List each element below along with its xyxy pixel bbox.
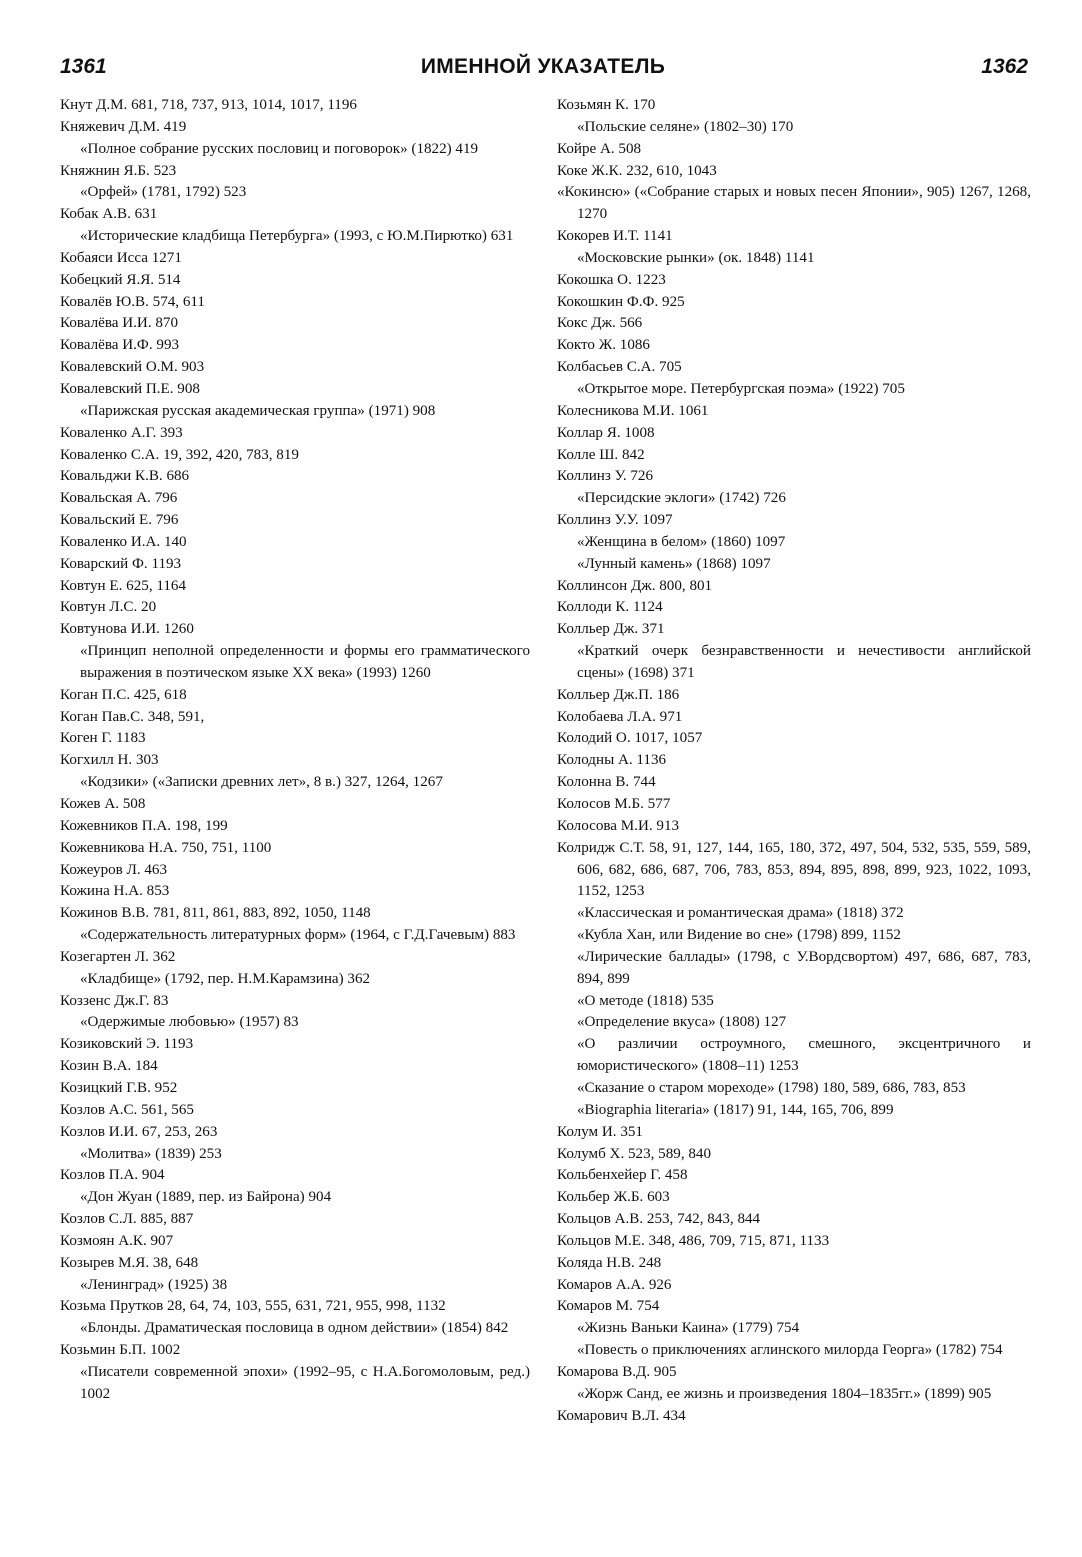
index-entry: Когхилл Н. 303: [60, 752, 159, 769]
index-entry: Кольцов М.Е. 348, 486, 709, 715, 871, 1133: [557, 1232, 830, 1249]
index-subentry: «Краткий очерк безнравственности и нечестивости английской сцены» (1698) 371: [577, 643, 1031, 681]
index-subentry: «Персидские эклоги» (1742) 726: [577, 490, 786, 507]
page-number-left: 1361: [60, 55, 107, 78]
index-entry: Кобаяси Исса 1271: [60, 249, 182, 266]
index-entry: «Кокинсю» («Собрание старых и новых песен Японии», 905) 1267, 1268, 1270: [557, 184, 1031, 223]
index-subentry: «Кубла Хан, или Видение во сне» (1798) 899, 1152: [577, 927, 901, 944]
index-entry: Кобак А.В. 631: [60, 206, 158, 223]
index-entry: Коваленко А.Г. 393: [60, 424, 183, 441]
index-entry: Ковальский Е. 796: [60, 512, 179, 529]
index-subentry: «Классическая и романтическая драма» (1818) 372: [577, 905, 904, 922]
index-entry: Ковалевский О.М. 903: [60, 359, 205, 376]
index-entry: Ковалёв Ю.В. 574, 611: [60, 293, 205, 310]
page-header: [58, 55, 1028, 89]
index-entry: Коллар Я. 1008: [557, 424, 655, 441]
index-entry: Колльер Дж. 371: [557, 621, 665, 638]
index-subentry: «Одержимые любовью» (1957) 83: [80, 1014, 299, 1031]
index-entry: Козлов П.А. 904: [60, 1167, 165, 1184]
index-entry: Козлов С.Л. 885, 887: [60, 1211, 194, 1228]
index-entry: Кобецкий Я.Я. 514: [60, 271, 181, 288]
index-entry: Колесникова М.И. 1061: [557, 402, 709, 419]
index-entry: Колосов М.Б. 577: [557, 796, 671, 812]
index-subentry: «Московские рынки» (ок. 1848) 1141: [577, 249, 815, 266]
running-title: ИМЕННОЙ УКАЗАТЕЛЬ: [420, 55, 666, 78]
index-entry: Колридж С.Т. 58, 91, 127, 144, 165, 180, 372, 497, 504, 532, 535, 559, 589, 606, 682, 686, 687, 706, 783, 853, 894, 895, 898, 899, 923, 1022, 1093, 1152, 1253: [557, 839, 1031, 900]
index-entry: Козегартен Л. 362: [60, 948, 176, 965]
index-entry: Колле Ш. 842: [557, 446, 645, 463]
index-entry: Ковтун Л.С. 20: [60, 599, 157, 616]
index-entry: Ковалёва И.И. 870: [60, 315, 179, 332]
index-subentry: «Biographia literaria» (1817) 91, 144, 165, 706, 899: [577, 1101, 894, 1118]
index-entry: Кокс Дж. 566: [557, 315, 643, 332]
index-subentry: «Определение вкуса» (1808) 127: [577, 1014, 787, 1031]
index-entry: Коваленко С.А. 19, 392, 420, 783, 819: [60, 446, 299, 463]
index-subentry: «Лирические баллады» (1798, с У.Вордсвортом) 497, 686, 687, 783, 894, 899: [577, 948, 1031, 987]
index-entry: Кожинов В.В. 781, 811, 861, 883, 892, 1050, 1148: [60, 905, 371, 922]
index-entry: Кожевников П.А. 198, 199: [60, 817, 228, 834]
index-subentry: «Полное собрание русских пословиц и поговорок» (1822) 419: [80, 140, 479, 157]
index-subentry: «Молитва» (1839) 253: [80, 1145, 222, 1162]
index-subentry: «Исторические кладбища Петербурга» (1993, с Ю.М.Пирютко) 631: [80, 228, 514, 245]
index-subentry: «Польские селяне» (1802–30) 170: [577, 118, 794, 135]
index-entry: Коке Ж.К. 232, 610, 1043: [557, 162, 717, 179]
index-subentry: «О методе (1818) 535: [577, 992, 714, 1009]
index-entry: Кольцов А.В. 253, 742, 843, 844: [557, 1211, 761, 1228]
index-entry: Кожина Н.А. 853: [60, 883, 170, 900]
index-entry: Коген Г. 1183: [60, 730, 146, 747]
index-entry: Комарович В.Л. 434: [557, 1407, 686, 1424]
index-subentry: «Женщина в белом» (1860) 1097: [577, 533, 786, 550]
index-entry: Колодны А. 1136: [557, 752, 667, 769]
index-subentry: «Писатели современной эпохи» (1992–95, с Н.А.Богомоловым, ред.) 1002: [80, 1363, 530, 1402]
index-column-right: [557, 95, 1031, 1427]
page-number-right: 1362: [981, 55, 1028, 78]
index-entry: Коварский Ф. 1193: [60, 555, 182, 572]
index-subentry: «Дон Жуан (1889, пер. из Байрона) 904: [80, 1189, 332, 1206]
index-subentry: «Кладбище» (1792, пер. Н.М.Карамзина) 362: [80, 970, 371, 987]
index-subentry: «Блонды. Драматическая пословица в одном действии» (1854) 842: [80, 1320, 509, 1337]
index-entry: Комаров М. 754: [557, 1298, 660, 1315]
index-subentry: «Жорж Санд, ее жизнь и произведения 1804–1835гг.» (1899) 905: [577, 1385, 992, 1402]
index-entry: Коллинз У. 726: [557, 468, 654, 485]
index-entry: Коган П.С. 425, 618: [60, 686, 187, 703]
index-subentry: «Открытое море. Петербургская поэма» (1922) 705: [577, 380, 905, 397]
index-entry: Козин В.А. 184: [60, 1058, 158, 1075]
index-entry: Колумб Х. 523, 589, 840: [557, 1145, 712, 1162]
index-entry: Коззенс Дж.Г. 83: [60, 992, 169, 1009]
index-entry: Княжевич Д.М. 419: [60, 118, 187, 135]
index-entry: Колонна В. 744: [557, 774, 656, 791]
index-entry: Кокошка О. 1223: [557, 271, 666, 288]
index-subentry: «Лунный камень» (1868) 1097: [577, 555, 771, 572]
index-entry: Коллинсон Дж. 800, 801: [557, 577, 713, 594]
index-entry: Колльер Дж.П. 186: [557, 686, 680, 703]
index-entry: Кожевникова Н.А. 750, 751, 1100: [60, 839, 272, 856]
index-subentry: «Парижская русская академическая группа» (1971) 908: [80, 402, 436, 419]
index-subentry: «Кодзики» («Записки древних лет», 8 в.) 327, 1264, 1267: [80, 774, 443, 791]
index-entry: Кожев А. 508: [60, 796, 146, 812]
index-subentry: «Жизнь Ваньки Каина» (1779) 754: [577, 1320, 800, 1337]
index-entry: Козлов А.С. 561, 565: [60, 1101, 194, 1118]
index-entry: Комарова В.Д. 905: [557, 1363, 677, 1380]
index-entry: Ковальская А. 796: [60, 490, 178, 507]
index-entry: Кольбенхейер Г. 458: [557, 1167, 688, 1184]
index-entry: Кожеуров Л. 463: [60, 861, 168, 878]
index-subentry: «Сказание о старом мореходе» (1798) 180, 589, 686, 783, 853: [577, 1079, 966, 1096]
index-entry: Козмоян А.К. 907: [60, 1232, 174, 1249]
index-entry: Койре А. 508: [557, 140, 642, 157]
index-entry: Комаров А.А. 926: [557, 1276, 672, 1293]
index-entry: Княжнин Я.Б. 523: [60, 162, 177, 179]
index-entry: Колодий О. 1017, 1057: [557, 730, 703, 747]
index-entry: Кольбер Ж.Б. 603: [557, 1189, 670, 1206]
index-entry: Козиковский Э. 1193: [60, 1036, 194, 1053]
index-subentry: «Повесть о приключениях аглинского милорда Георга» (1782) 754: [577, 1342, 1003, 1359]
index-entry: Ковтунова И.И. 1260: [60, 621, 194, 638]
index-entry: Ковалёва И.Ф. 993: [60, 337, 180, 354]
index-entry: Кокто Ж. 1086: [557, 337, 650, 354]
index-entry: Кокорев И.Т. 1141: [557, 228, 673, 245]
index-entry: Ковальджи К.В. 686: [60, 468, 190, 485]
index-entry: Колум И. 351: [557, 1123, 643, 1140]
index-entry: Козлов И.И. 67, 253, 263: [60, 1123, 218, 1140]
index-subentry: «Принцип неполной определенности и формы его грамматического выражения в поэтическом языке XX века» (1993) 1260: [80, 643, 530, 681]
index-entry: Ковалевский П.Е. 908: [60, 380, 200, 397]
index-entry: Козырев М.Я. 38, 648: [60, 1254, 199, 1271]
index-entry: Козьмин Б.П. 1002: [60, 1342, 181, 1359]
index-entry: Коваленко И.А. 140: [60, 533, 187, 550]
index-entry: Коллоди К. 1124: [557, 599, 663, 616]
index-entry: Ковтун Е. 625, 1164: [60, 577, 186, 594]
index-entry: Козьмян К. 170: [557, 97, 656, 113]
index-entry: Коган Пав.С. 348, 591,: [60, 708, 205, 725]
index-entry: Козицкий Г.В. 952: [60, 1079, 178, 1096]
index-entry: Козьма Прутков 28, 64, 74, 103, 555, 631, 721, 955, 998, 1132: [60, 1298, 446, 1315]
index-entry: Кокошкин Ф.Ф. 925: [557, 293, 685, 310]
index-subentry: «Содержательность литературных форм» (1964, с Г.Д.Гачевым) 883: [80, 927, 516, 944]
index-entry: Колбасьев С.А. 705: [557, 359, 682, 376]
index-entry: Кнут Д.М. 681, 718, 737, 913, 1014, 1017, 1196: [60, 97, 357, 113]
index-entry: Коляда Н.В. 248: [557, 1254, 662, 1271]
index-entry: Коллинз У.У. 1097: [557, 512, 673, 529]
index-column-left: [60, 95, 530, 1406]
index-subentry: «Ленинград» (1925) 38: [80, 1276, 228, 1293]
index-subentry: «О различии остроумного, смешного, эксцентричного и юмористического» (1808–11) 1253: [577, 1036, 1031, 1075]
index-entry: Колобаева Л.А. 971: [557, 708, 683, 725]
index-entry: Колосова М.И. 913: [557, 817, 680, 834]
index-subentry: «Орфей» (1781, 1792) 523: [80, 184, 247, 201]
